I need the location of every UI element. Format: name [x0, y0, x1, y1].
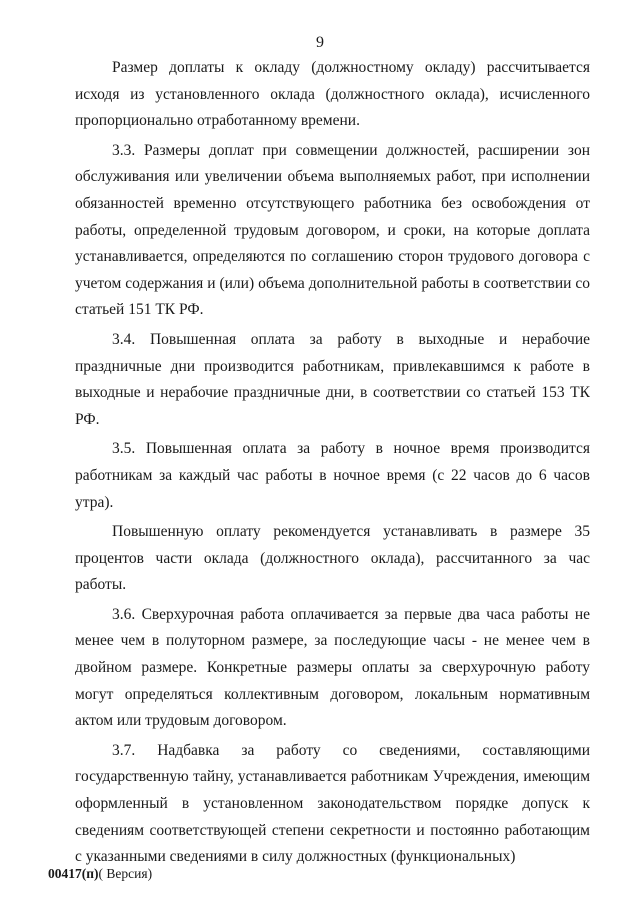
paragraph-3-4: 3.4. Повышенная оплата за работу в выходные и нерабочие праздничные дни производится работникам, привлекавшимся к работе в выходные и нерабочие праздничные дни, в соответствии со статьей 153 ТК РФ.	[75, 330, 590, 428]
footer-code: 00417(п)	[48, 866, 99, 881]
paragraph-3-5: 3.5. Повышенная оплата за работу в ночное время производится работникам за каждый час работы в ночное время (с 22 часов до 6 часов утра).	[75, 440, 590, 511]
paragraph-3-7: 3.7. Надбавка за работу со сведениями, составляющими государственную тайну, устанавливается работникам Учреждения, имеющим оформленный в установленном законодательством порядке допуск к сведениям соответствующей степени секретности и постоянно работающим с указанными сведениями в силу должностных (функциональных)	[75, 741, 590, 866]
footer-document-code	[48, 866, 152, 882]
document-body	[75, 55, 590, 871]
paragraph-night-rate: Повышенную оплату рекомендуется устанавливать в размере 35 процентов части оклада (должностного оклада), рассчитанного за час работы.	[75, 523, 590, 594]
paragraph-3-6: 3.6. Сверхурочная работа оплачивается за первые два часа работы не менее чем в полуторном размере, за последующие часы - не менее чем в двойном размере. Конкретные размеры оплаты за сверхурочную работу могут определяться коллективным договором, локальным нормативным актом или трудовым договором.	[75, 605, 590, 730]
footer-version: ( Версия)	[98, 866, 153, 881]
paragraph-salary-calculation: Размер доплаты к окладу (должностному окладу) рассчитывается исходя из установленного оклада (должностного оклада), исчисленного пропорционально отработанному времени.	[75, 59, 590, 130]
page-number: 9	[316, 34, 324, 51]
paragraph-3-3: 3.3. Размеры доплат при совмещении должностей, расширении зон обслуживания или увеличении объема выполняемых работ, при исполнении обязанностей временно отсутствующего работника без освобождения от работы, определенной трудовым договором, и сроки, на которые доплата устанавливается, определяются по соглашению сторон трудового договора с учетом содержания и (или) объема дополнительной работы в соответствии со статьей 151 ТК РФ.	[75, 141, 590, 319]
